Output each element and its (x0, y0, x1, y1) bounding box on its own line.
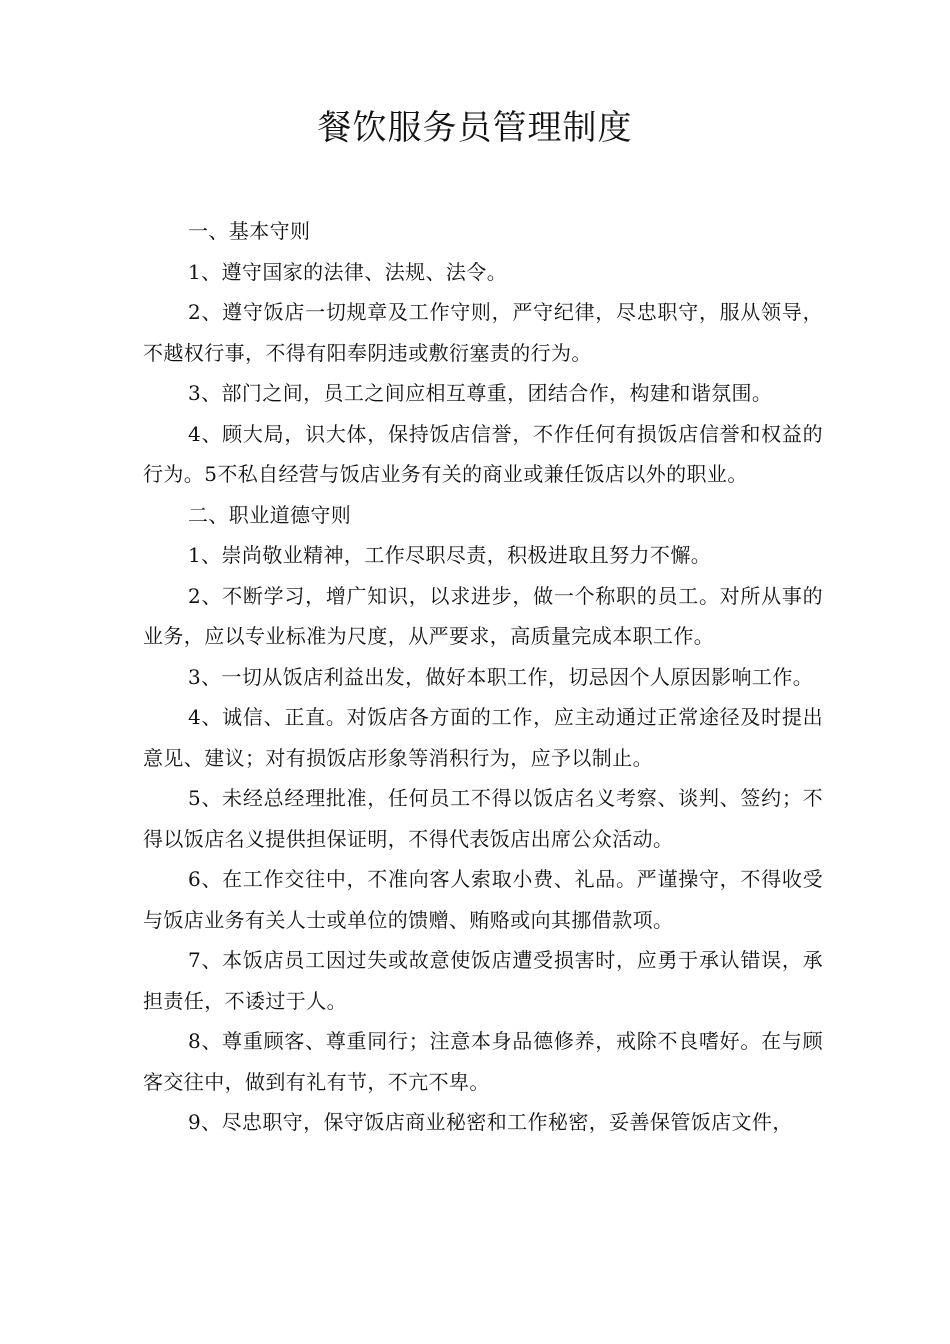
paragraph: 7、本饭店员工因过失或故意使饭店遭受损害时，应勇于承认错误，承担责任，不诿过于人。 (143, 948, 823, 1013)
paragraph: 2、遵守饭店一切规章及工作守则，严守纪律，尽忠职守，服从领导，不越权行事，不得有阳奉阴违或敷衍塞责的行为。 (143, 300, 823, 365)
paragraph: 1、崇尚敬业精神，工作尽职尽责，积极进取且努力不懈。 (188, 543, 712, 567)
paragraph: 3、部门之间，员工之间应相互尊重，团结合作，构建和谐氛围。 (188, 381, 773, 405)
paragraph: 9、尽忠职守，保守饭店商业秘密和工作秘密，妥善保管饭店文件， (188, 1110, 793, 1134)
paragraph: 4、诚信、正直。对饭店各方面的工作，应主动通过正常途径及时提出意见、建议；对有损饭店形象等消积行为，应予以制止。 (143, 705, 823, 770)
document-body (143, 211, 823, 1143)
section-heading: 二、职业道德守则 (188, 502, 352, 527)
paragraph: 1、遵守国家的法律、法规、法令。 (188, 259, 508, 284)
page-title: 餐饮服务员管理制度 (317, 108, 633, 148)
paragraph: 4、顾大局，识大体，保持饭店信誉，不作任何有损饭店信誉和权益的行为。5不私自经营与饭店业务有关的商业或兼任饭店以外的职业。 (143, 421, 823, 486)
paragraph: 3、一切从饭店利益出发，做好本职工作，切忌因个人原因影响工作。 (188, 664, 814, 689)
section-heading: 一、基本守则 (188, 219, 311, 243)
paragraph: 8、尊重顾客、尊重同行；注意本身品德修养，戒除不良嗜好。在与顾客交往中，做到有礼有节，不亢不卑。 (143, 1029, 823, 1094)
paragraph: 5、未经总经理批准，任何员工不得以饭店名义考察、谈判、签约；不得以饭店名义提供担保证明，不得代表饭店出席公众活动。 (143, 786, 823, 851)
paragraph: 6、在工作交往中，不准向客人索取小费、礼品。严谨操守，不得收受与饭店业务有关人士或单位的馈赠、贿赂或向其挪借款项。 (143, 867, 823, 932)
paragraph: 2、不断学习，增广知识，以求进步，做一个称职的员工。对所从事的业务，应以专业标准为尺度，从严要求，高质量完成本职工作。 (143, 583, 823, 648)
